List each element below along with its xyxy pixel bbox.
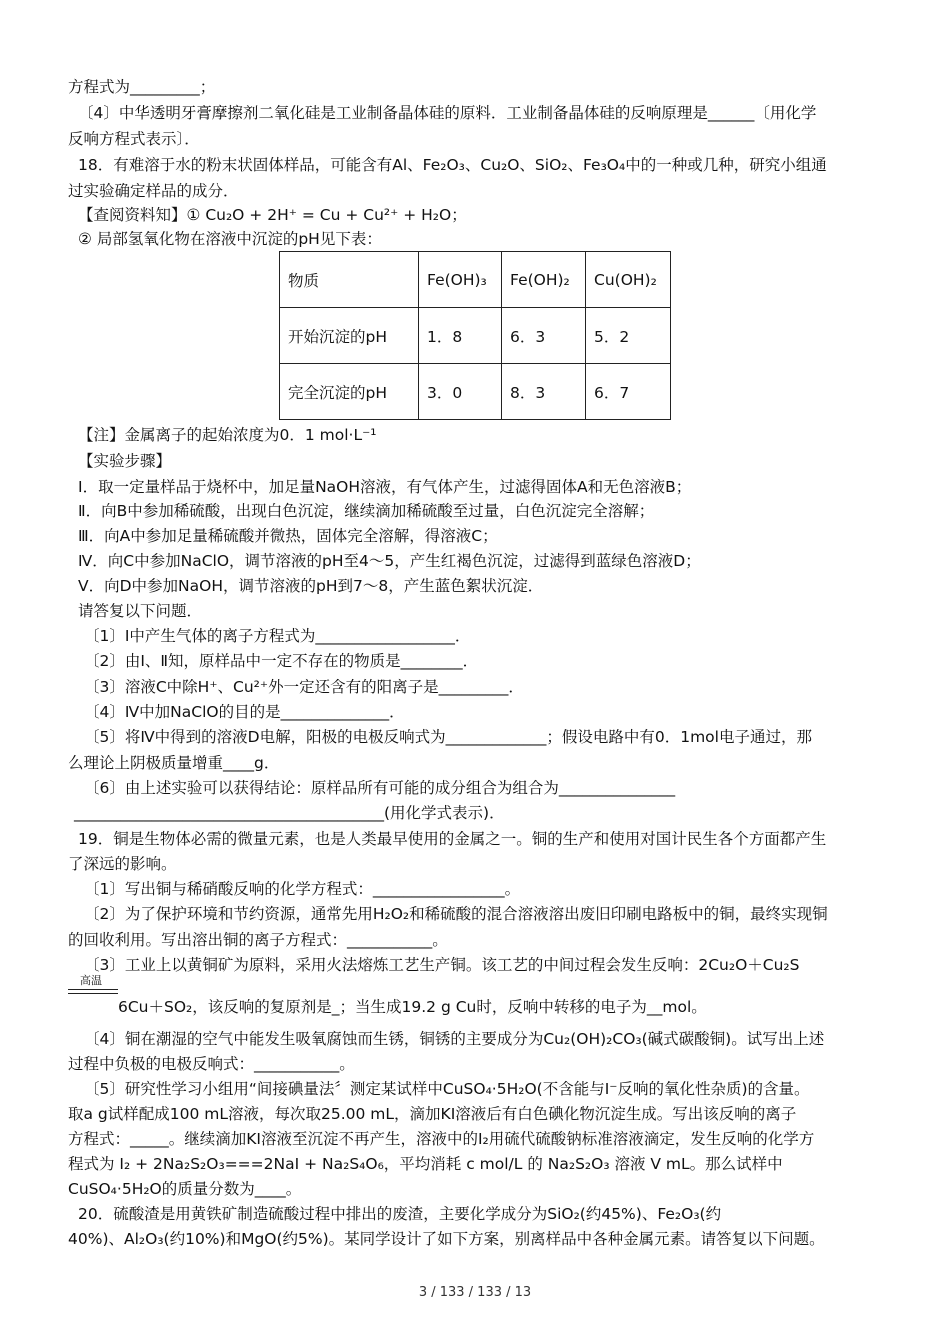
table-cell: 6．7 [586, 364, 671, 420]
text-line: 反响方程式表示〕． [68, 130, 200, 148]
text-line: 〔5〕将Ⅳ中得到的溶液D电解，阳极的电极反响式为_____________；假设电路中有0．1mol电子通过，那 [84, 728, 812, 746]
table-cell: 3．0 [419, 364, 502, 420]
text-line: 40%)、Al₂O₃(约10%)和MgO(约5%)。某同学设计了如下方案，别离样品中各种金属元素。请答复以下问题。 [68, 1230, 825, 1248]
text-line: 〔6〕由上述实验可以获得结论：原样品所有可能的成分组合为组合为_______________ [84, 779, 676, 797]
table-cell: Fe(OH)₃ [419, 252, 502, 308]
text-line: 〔3〕溶液C中除H⁺、Cu²⁺外一定还含有的阳离子是_________． [84, 678, 524, 696]
text-line: 请答复以下问题． [78, 602, 203, 620]
text-line: 〔4〕铜在潮湿的空气中能发生吸氧腐蚀而生锈，铜锈的主要成分为Cu₂(OH)₂CO₃(碱式碳酸铜)。试写出上述 [84, 1030, 825, 1048]
text-line: 方程式为_________； [68, 78, 216, 96]
text-line: Ⅱ．向B中参加稀硫酸，出现白色沉淀，继续滴加稀硫酸至过量，白色沉淀完全溶解； [78, 502, 655, 520]
question-20-heading: 20．硫酸渣是用黄铁矿制造硫酸过程中排出的废渣，主要化学成分为SiO₂(约45%)、Fe₂O₃(约 [78, 1205, 722, 1223]
text-line: Ⅲ．向A中参加足量稀硫酸并微热，固体完全溶解，得溶液C； [78, 527, 498, 545]
hydroxide-ph-table [279, 251, 671, 420]
text-line: 【实验步骤】 [78, 452, 172, 470]
table-cell: 开始沉淀的pH [280, 308, 419, 364]
reaction-condition: 高温 [80, 974, 102, 987]
text-line: 的回收利用。写出溶出铜的离子方程式：___________。 [68, 931, 448, 949]
text-line: 取a g试样配成100 mL溶液，每次取25.00 mL，滴加KI溶液后有白色碘化物沉淀生成。写出该反响的离子 [68, 1105, 797, 1123]
text-line: CuSO₄·5H₂O的质量分数为____。 [68, 1180, 302, 1198]
text-line: 【查阅资料知】① Cu₂O + 2H⁺ = Cu + Cu²⁺ + H₂O； [78, 206, 467, 224]
text-line: 了深远的影响。 [68, 855, 177, 873]
text-line: 程式为 I₂ + 2Na₂S₂O₃===2NaI + Na₂S₄O₆，平均消耗 c mol/L 的 Na₂S₂O₃ 溶液 V mL。那么试样中 [68, 1155, 783, 1173]
table-cell: Cu(OH)₂ [586, 252, 671, 308]
text-line: 〔1〕写出铜与稀硝酸反响的化学方程式：_________________。 [84, 880, 521, 898]
table-row [280, 308, 671, 364]
equation-bar [68, 989, 118, 990]
text-line: 〔2〕为了保护环境和节约资源，通常先用H₂O₂和稀硫酸的混合溶液溶出废旧印刷电路板中的铜，最终实现铜 [84, 905, 828, 923]
question-19-heading: 19．铜是生物体必需的微量元素，也是人类最早使用的金属之一。铜的生产和使用对国计民生各个方面都产生 [78, 830, 827, 848]
text-line: 【注】金属离子的起始浓度为0．1 mol·L⁻¹ [78, 426, 377, 444]
text-line: 6Cu＋SO₂，该反响的复原剂是_；当生成19.2 g Cu时，反响中转移的电子为__mol。 [118, 998, 707, 1016]
table-cell: 8．3 [502, 364, 586, 420]
text-line: 〔1〕Ⅰ中产生气体的离子方程式为__________________． [84, 627, 471, 645]
text-line: Ⅳ．向C中参加NaClO，调节溶液的pH至4～5，产生红褐色沉淀，过滤得到蓝绿色溶液D； [78, 552, 701, 570]
text-line: 么理论上阴极质量增重____g． [68, 754, 280, 772]
text-line: 〔2〕由Ⅰ、Ⅱ知，原样品中一定不存在的物质是________． [84, 652, 479, 670]
equation-bar [68, 993, 118, 994]
text-line: 〔4〕中华透明牙膏摩擦剂二氧化硅是工业制备晶体硅的原料．工业制备晶体硅的反响原理是______〔用化学 [78, 104, 817, 122]
text-line: 〔3〕工业上以黄铜矿为原料，采用火法熔炼工艺生产铜。该工艺的中间过程会发生反响：2Cu₂O＋Cu₂S [84, 956, 800, 974]
page-number: 3 / 133 / 133 / 13 [418, 1285, 532, 1300]
table-cell: 物质 [280, 252, 419, 308]
text-line: 方程式：_____。继续滴加KI溶液至沉淀不再产生，溶液中的I₂用硫代硫酸钠标准溶液滴定，发生反响的化学方 [68, 1130, 815, 1148]
text-line: 〔5〕研究性学习小组用“间接碘量法〞测定某试样中CuSO₄·5H₂O(不含能与I⁻反响的氧化性杂质)的含量。 [84, 1080, 810, 1098]
table-header-row [280, 252, 671, 308]
table-cell: Fe(OH)₂ [502, 252, 586, 308]
text-line: Ⅴ．向D中参加NaOH，调节溶液的pH到7～8，产生蓝色絮状沉淀． [78, 577, 544, 595]
text-line: 〔4〕Ⅳ中加NaClO的目的是______________． [84, 703, 405, 721]
table-row [280, 364, 671, 420]
text-line: ② 局部氢氧化物在溶液中沉淀的pH见下表： [78, 230, 382, 248]
table-cell: 5．2 [586, 308, 671, 364]
text-line: 过实验确定样品的成分． [68, 182, 239, 200]
text-line: ________________________________________(用化学式表示)． [74, 804, 505, 822]
table-cell: 完全沉淀的pH [280, 364, 419, 420]
table-cell: 1．8 [419, 308, 502, 364]
text-line: Ⅰ．取一定量样品于烧杯中，加足量NaOH溶液，有气体产生，过滤得固体A和无色溶液B； [78, 478, 692, 496]
question-18-heading: 18．有难溶于水的粉末状固体样品，可能含有Al、Fe₂O₃、Cu₂O、SiO₂、Fe₃O₄中的一种或几种，研究小组通 [78, 156, 827, 174]
table-cell: 6．3 [502, 308, 586, 364]
text-line: 过程中负极的电极反响式：___________。 [68, 1055, 355, 1073]
